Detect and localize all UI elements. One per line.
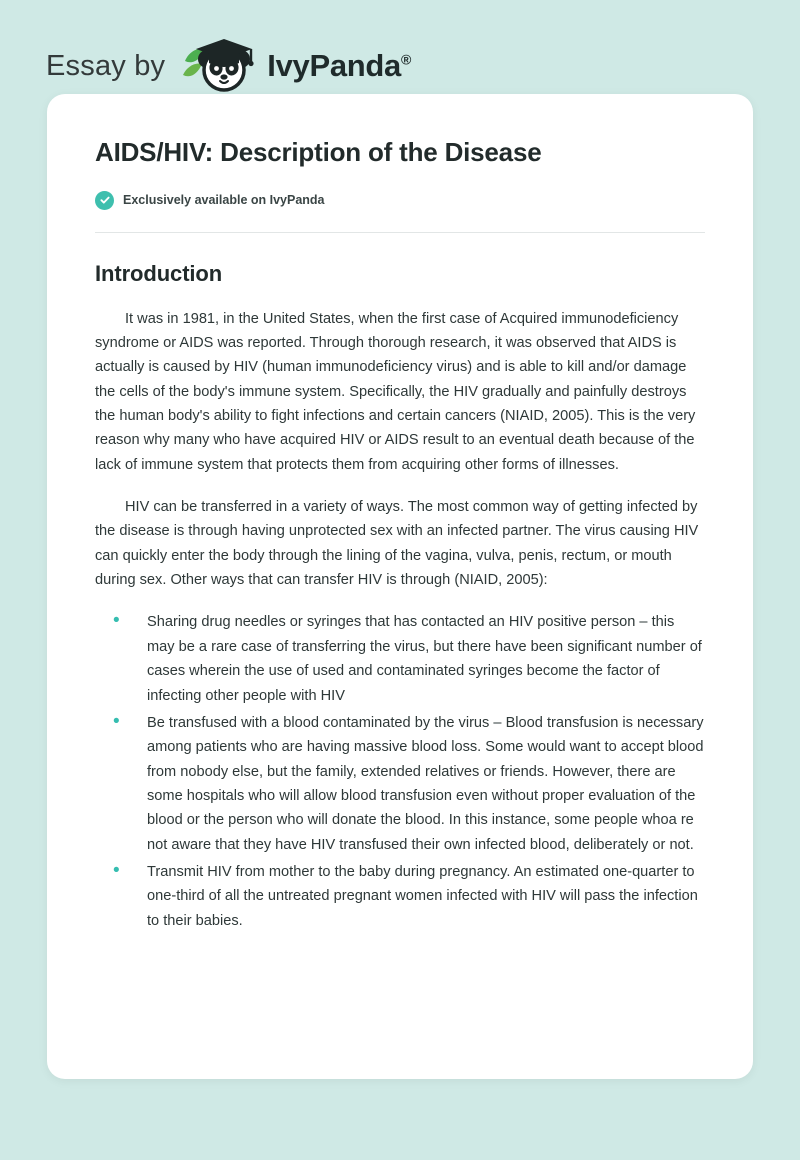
registered-mark: ® bbox=[401, 51, 412, 68]
section-heading-introduction: Introduction bbox=[95, 260, 223, 286]
exclusivity-label: Exclusively available on IvyPanda bbox=[123, 193, 325, 207]
list-item: • Sharing drug needles or syringes that has contacted an HIV positive person – this may be a rare case of transferring the virus, but there have been significant number of cases wherein the use of used and contaminated syringes become the factor of infecting other people with HIV bbox=[95, 610, 705, 707]
page-title: AIDS/HIV: Description of the Disease bbox=[95, 137, 542, 167]
panda-graduate-icon bbox=[179, 35, 263, 97]
transmission-list bbox=[95, 610, 705, 933]
essay-by-label: Essay by bbox=[46, 49, 166, 82]
list-item: • Transmit HIV from mother to the baby during pregnancy. An estimated one-quarter to one-third of all the untreated pregnant women infected with HIV will pass the infection to their babies. bbox=[95, 860, 705, 933]
brand-name: IvyPanda® bbox=[267, 48, 412, 83]
check-circle-icon bbox=[95, 191, 114, 210]
title-divider bbox=[95, 232, 705, 233]
site-header bbox=[0, 0, 800, 94]
paragraph: HIV can be transferred in a variety of ways. The most common way of getting infected by the disease is through having unprotected sex with an infected partner. The virus causing HIV can quickly enter the body through the lining of the vagina, vulva, penis, rectum, or mouth during sex. Other ways that can transfer HIV is through (NIAID, 2005): bbox=[95, 499, 699, 589]
ivypanda-brand[interactable] bbox=[179, 35, 411, 97]
exclusivity-badge bbox=[95, 191, 705, 210]
paragraph: It was in 1981, in the United States, when the first case of Acquired immunodeficiency syndrome or AIDS was reported. Through thorough research, it was observed that AIDS is actually is caused by HIV (human immunodeficiency virus) and is able to kill and/or damage the cells of the body's immune system. Specifically, the HIV gradually and painfully destroys the human body's ability to fight infections and certain cancers (NIAID, 2005). This is the very reason why many who have acquired HIV or AIDS result to an eventual death because of the lack of immune system that protects them from acquiring other forms of illnesses. bbox=[95, 310, 696, 473]
list-item: • Be transfused with a blood contaminated by the virus – Blood transfusion is necessary among patients who are having massive blood loss. Some would want to accept blood from nobody else, but the family, extended relatives or friends. However, there are some hospitals who will allow blood transfusion even without proper evaluation of the blood or the person who will donate the blood. In this instance, some people whoa re not aware that they have HIV transfused their own infected blood, deliberately or not. bbox=[95, 711, 705, 857]
document-sheet bbox=[47, 94, 753, 1079]
